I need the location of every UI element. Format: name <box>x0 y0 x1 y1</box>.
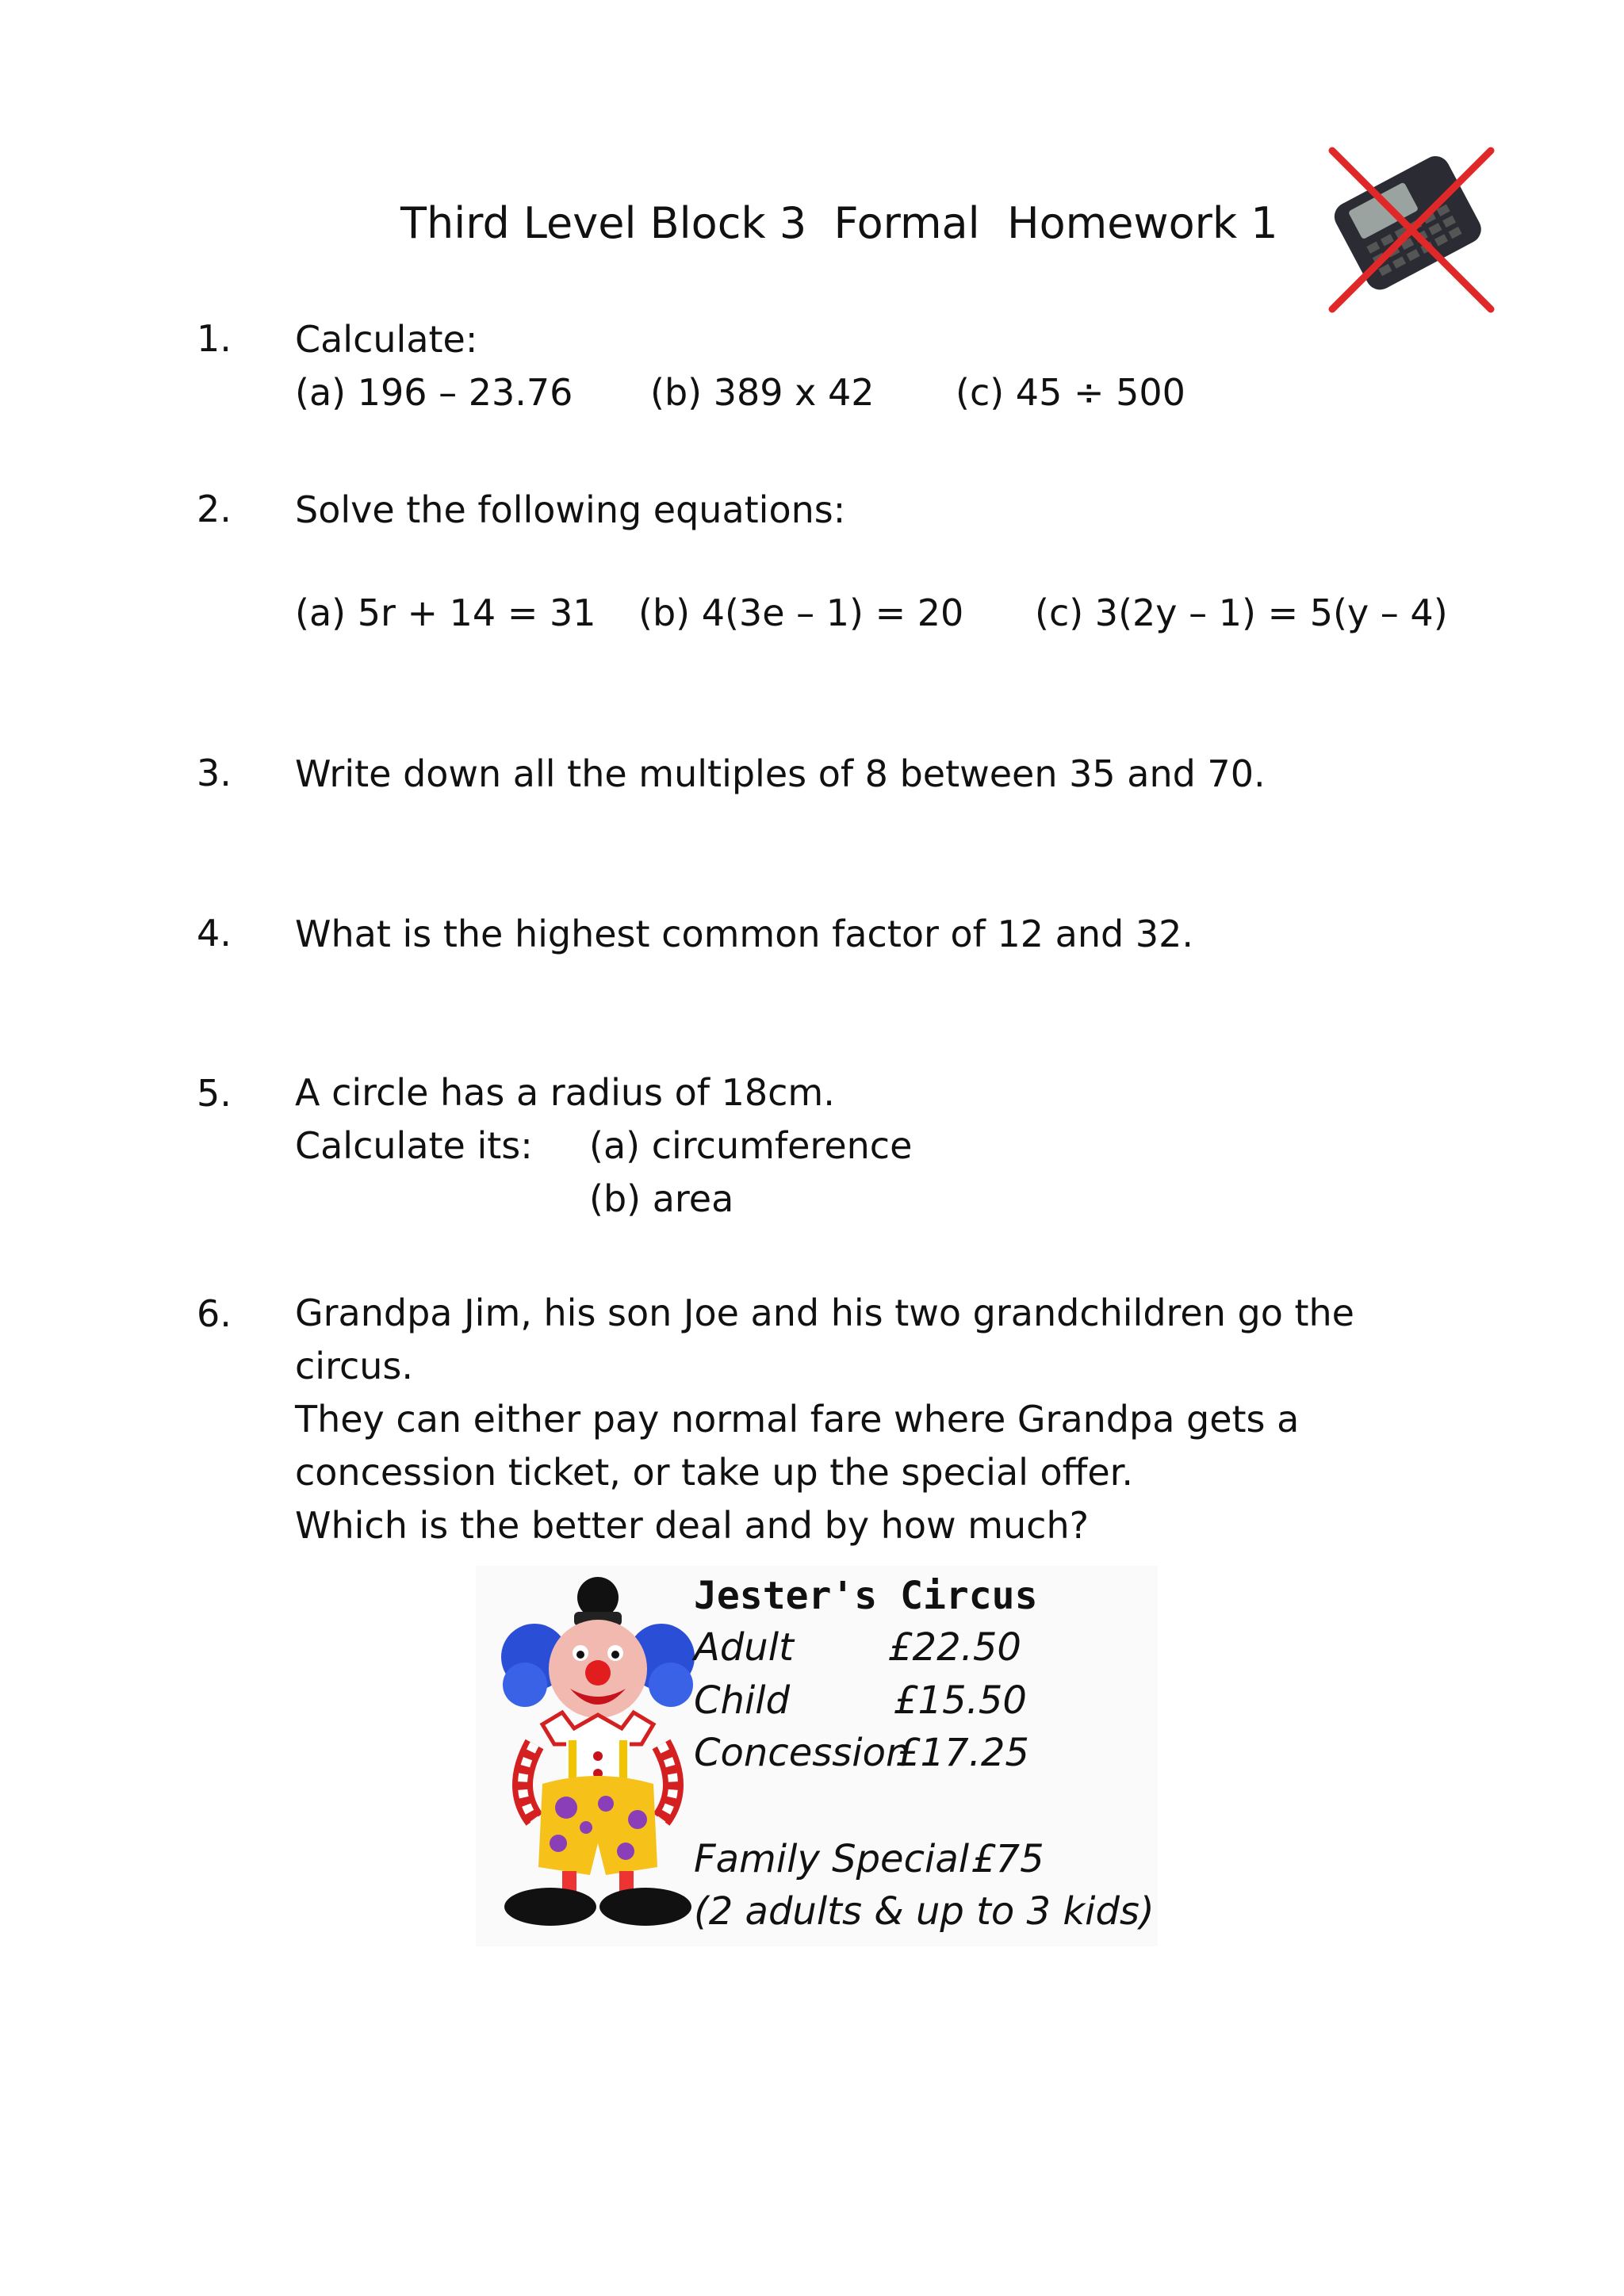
calculate-label: Calculate its: <box>295 1124 533 1167</box>
poster-title: Jester's Circus <box>694 1574 1038 1618</box>
question-number: 2. <box>197 488 232 530</box>
question-part-a: (a) 5r + 14 = 31 <box>295 591 596 634</box>
question-text: Solve the following equations: <box>295 488 846 531</box>
question-text: Write down all the multiples of 8 between 35 and 70. <box>295 752 1266 795</box>
question-text: Calculate: <box>295 318 478 361</box>
question-part-b: (b) area <box>589 1177 734 1220</box>
question-number: 3. <box>197 752 232 794</box>
price-value-concession: £17.25 <box>896 1731 1029 1775</box>
question-number: 4. <box>197 912 232 955</box>
circus-poster <box>476 1566 1158 1946</box>
price-label-child: Child <box>694 1678 791 1723</box>
special-label: Family Special <box>694 1837 970 1881</box>
page-title: Third Level Block 3 Formal Homework 1 <box>400 198 1278 248</box>
special-value: £75 <box>971 1837 1044 1881</box>
question-part-a: (a) circumference <box>589 1124 913 1167</box>
price-value-child: £15.50 <box>894 1678 1027 1723</box>
question-part-c: (c) 3(2y – 1) = 5(y – 4) <box>1035 591 1448 634</box>
question-part-a: (a) 196 – 23.76 <box>295 371 573 414</box>
question-text-line: circus. <box>295 1345 414 1387</box>
question-part-c: (c) 45 ÷ 500 <box>956 371 1185 414</box>
question-part-b: (b) 4(3e – 1) = 20 <box>638 591 964 634</box>
question-number: 5. <box>197 1072 232 1115</box>
question-number: 1. <box>197 317 232 360</box>
question-text: What is the highest common factor of 12 and 32. <box>295 913 1193 955</box>
clown-illustration <box>487 1566 709 1931</box>
price-label-adult: Adult <box>694 1625 794 1670</box>
question-text-line: They can either pay normal fare where Grandpa gets a <box>295 1398 1300 1441</box>
calculator-crossed-icon <box>1316 143 1507 317</box>
question-text-line: concession ticket, or take up the special offer. <box>295 1451 1133 1494</box>
price-label-concession: Concession <box>694 1731 910 1775</box>
question-number: 6. <box>197 1292 232 1335</box>
question-text-line: Grandpa Jim, his son Joe and his two grandchildren go the <box>295 1292 1354 1334</box>
question-text: A circle has a radius of 18cm. <box>295 1071 835 1114</box>
special-note: (2 adults & up to 3 kids) <box>694 1889 1155 1934</box>
price-value-adult: £22.50 <box>888 1625 1021 1670</box>
question-text-line: Which is the better deal and by how much? <box>295 1504 1090 1547</box>
question-part-b: (b) 389 x 42 <box>650 371 875 414</box>
